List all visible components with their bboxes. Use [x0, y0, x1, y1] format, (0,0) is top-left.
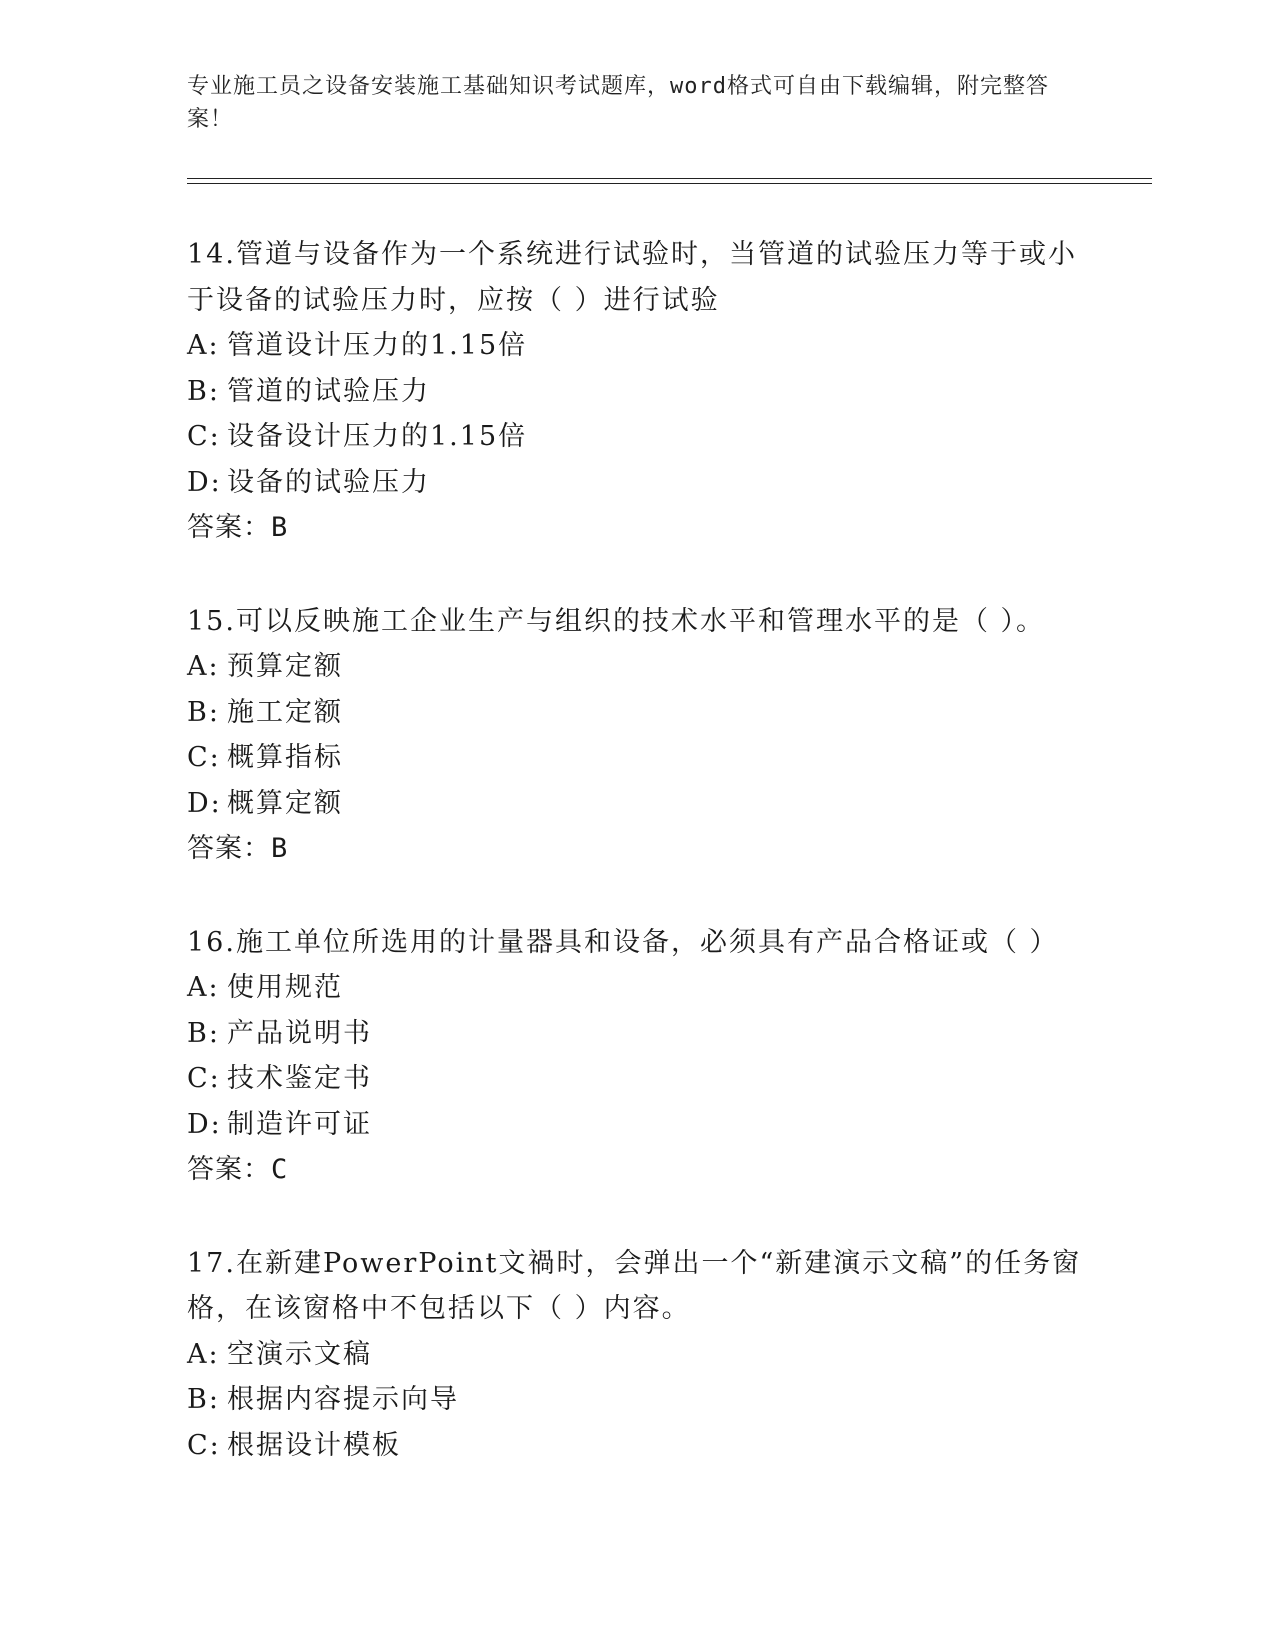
- option-c: [187, 1056, 1087, 1102]
- question-text: 17.在新建PowerPoint文禍时，会弹出一个“新建演示文稿”的任务窗格，在该窗格中不包括以下（ ）内容。: [187, 1247, 1082, 1324]
- option-letter: D:: [187, 1108, 222, 1140]
- question-text: 15.可以反映施工企业生产与组织的技术水平和管理水平的是（ ）。: [187, 605, 1046, 637]
- option-letter: A:: [187, 1338, 220, 1370]
- question-text: 14.管道与设备作为一个系统进行试验时，当管道的试验压力等于或小于设备的试验压力时，应按（ ）进行试验: [187, 239, 1077, 316]
- option-letter: A:: [187, 651, 220, 682]
- option-d: [187, 460, 1087, 506]
- option-letter: B:: [187, 696, 220, 728]
- option-b: [187, 690, 1087, 736]
- option-text: 使用规范: [227, 972, 343, 1003]
- option-a: [187, 1332, 1087, 1378]
- option-text: 设备的试验压力: [227, 466, 430, 498]
- question-16: [187, 920, 1087, 1193]
- option-text: 概算指标: [227, 742, 343, 773]
- option-text: 制造许可证: [227, 1108, 372, 1140]
- option-letter: D:: [187, 466, 222, 498]
- option-d: [187, 781, 1087, 827]
- option-c: [187, 1423, 1087, 1469]
- option-text: 管道设计压力的1.15倍: [227, 330, 528, 361]
- option-text: 管道的试验压力: [227, 375, 430, 407]
- option-text: 预算定额: [227, 651, 343, 682]
- option-b: [187, 369, 1087, 415]
- option-c: [187, 735, 1087, 781]
- option-a: [187, 965, 1087, 1011]
- option-letter: C:: [187, 742, 221, 773]
- option-letter: B:: [187, 1017, 220, 1049]
- option-a: [187, 644, 1087, 690]
- question-list: [187, 232, 1087, 1516]
- option-text: 空演示文稿: [227, 1338, 372, 1370]
- option-letter: D:: [187, 787, 222, 819]
- option-text: 设备设计压力的1.15倍: [227, 421, 528, 452]
- option-b: [187, 1011, 1087, 1057]
- option-letter: C:: [187, 1429, 221, 1461]
- option-letter: C:: [187, 1063, 221, 1094]
- option-text: 概算定额: [227, 787, 343, 819]
- answer: 答案：C: [187, 1154, 289, 1185]
- option-text: 根据内容提示向导: [227, 1384, 459, 1415]
- option-d: [187, 1102, 1087, 1148]
- option-b: [187, 1377, 1087, 1423]
- question-17: [187, 1241, 1087, 1469]
- question-text: 16.施工单位所选用的计量器具和设备，必须具有产品合格证或（ ）: [187, 926, 1059, 958]
- option-letter: C:: [187, 421, 221, 452]
- option-text: 产品说明书: [227, 1017, 372, 1049]
- question-15: [187, 599, 1087, 872]
- option-text: 技术鉴定书: [227, 1063, 372, 1094]
- option-a: [187, 323, 1087, 369]
- option-letter: B:: [187, 1384, 220, 1415]
- answer: 答案：B: [187, 512, 289, 543]
- option-letter: A:: [187, 972, 220, 1003]
- option-letter: A:: [187, 330, 220, 361]
- option-c: [187, 414, 1087, 460]
- header-divider-top: [187, 178, 1152, 179]
- option-text: 施工定额: [227, 696, 343, 728]
- option-text: 根据设计模板: [227, 1429, 401, 1461]
- header-divider-bottom: [187, 183, 1152, 184]
- option-letter: B:: [187, 375, 220, 407]
- answer: 答案：B: [187, 833, 289, 864]
- question-14: [187, 232, 1087, 551]
- document-header: 专业施工员之设备安装施工基础知识考试题库，word格式可自由下载编辑，附完整答案！: [187, 74, 1049, 132]
